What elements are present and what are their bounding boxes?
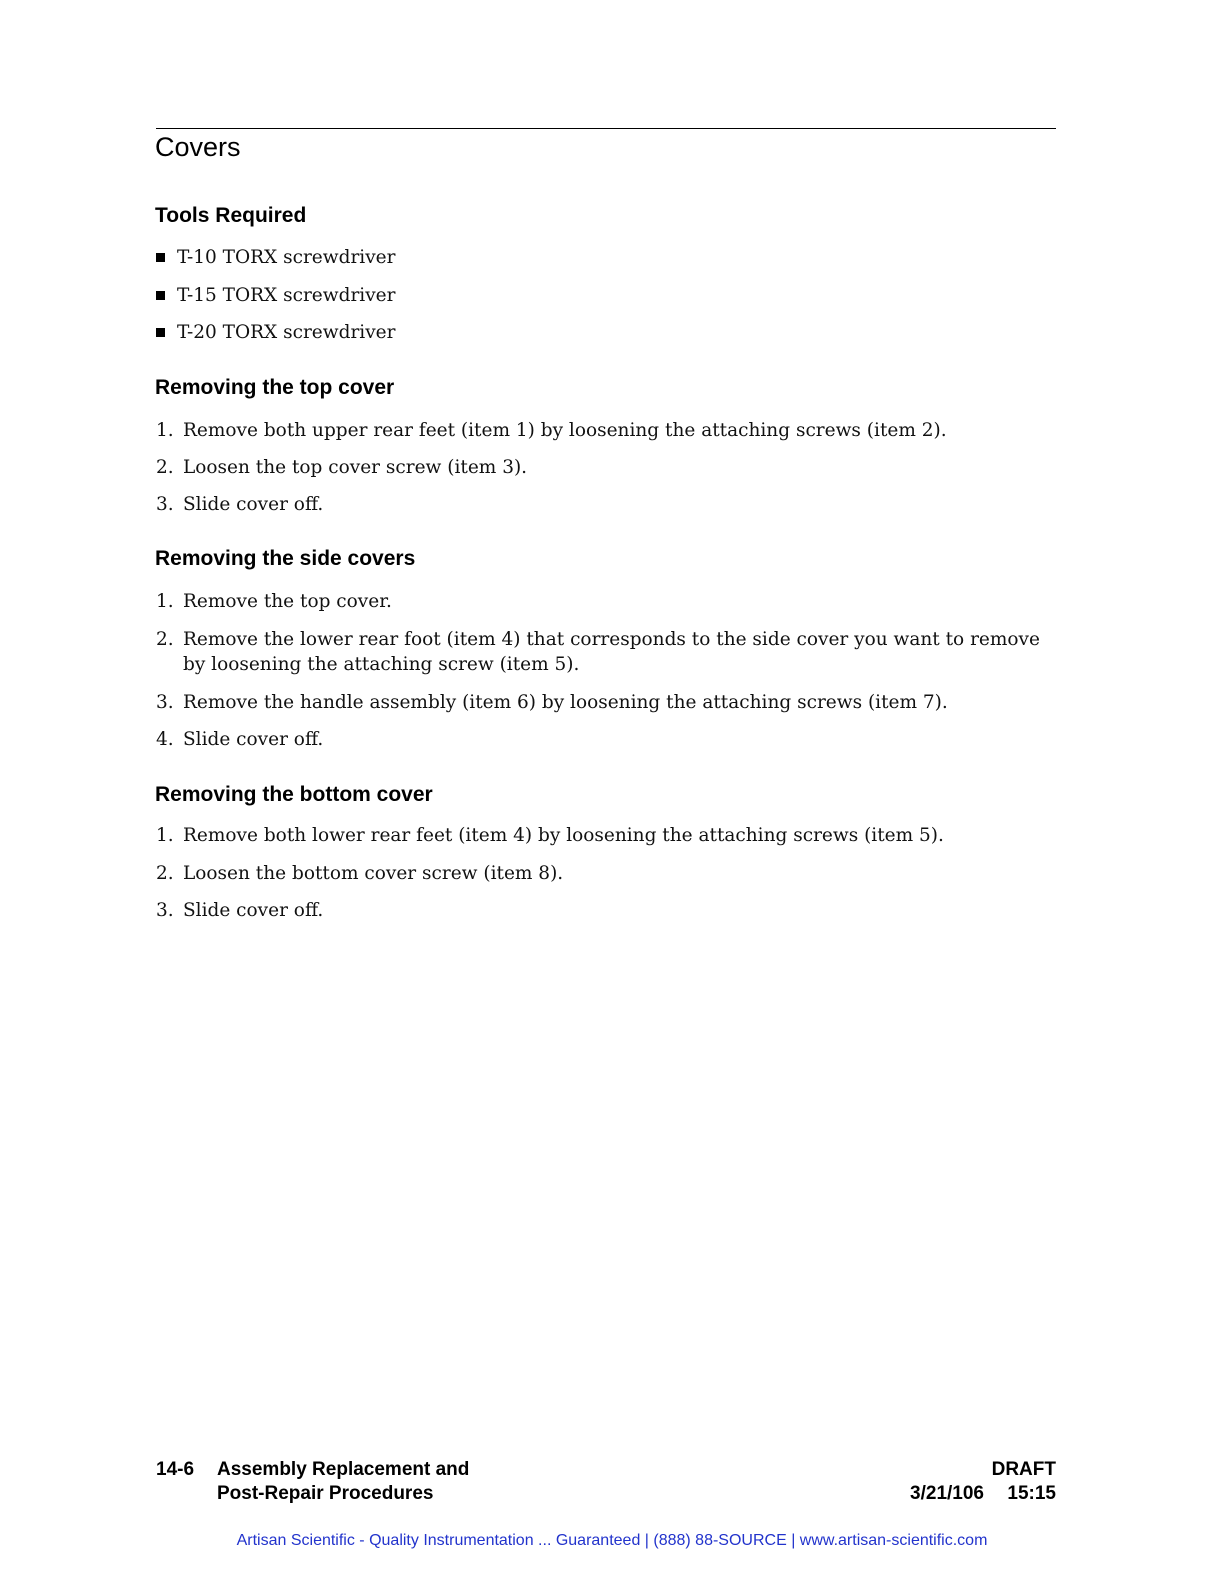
list-item: T-10 TORX screwdriver — [156, 245, 395, 271]
list-item: T-15 TORX screwdriver — [156, 283, 395, 309]
section-heading-side-covers: Removing the side covers — [155, 547, 416, 570]
footer-date: 3/21/106 — [910, 1483, 984, 1504]
list-item: 1. Remove both lower rear feet (item 4) by loosening the attaching screws (item 5). — [156, 825, 944, 846]
list-item: T-20 TORX screwdriver — [156, 320, 395, 346]
page-title: Covers — [155, 132, 241, 162]
section-heading-bottom-cover: Removing the bottom cover — [155, 783, 433, 806]
vendor-banner-link[interactable]: Artisan Scientific - Quality Instrumentation ... Guaranteed | (888) 88-SOURCE | www.artisan-scientific.com — [236, 1532, 988, 1549]
bullet-icon — [156, 253, 165, 262]
footer-chapter-line1: Assembly Replacement and — [217, 1459, 470, 1480]
footer-status: DRAFT — [991, 1459, 1056, 1480]
footer-page-number: 14-6 — [156, 1459, 195, 1480]
list-item: 2. Loosen the top cover screw (item 3). — [156, 457, 528, 478]
list-item: 3. Slide cover off. — [156, 494, 324, 515]
footer-time: 15:15 — [1007, 1483, 1056, 1504]
section-heading-tools: Tools Required — [155, 204, 307, 227]
bullet-icon — [156, 328, 165, 337]
list-item-continuation: by loosening the attaching screw (item 5). — [183, 654, 580, 675]
list-item: 2. Loosen the bottom cover screw (item 8). — [156, 863, 564, 884]
title-rule — [156, 128, 1056, 129]
list-item: 3. Remove the handle assembly (item 6) by loosening the attaching screws (item 7). — [156, 692, 948, 713]
bullet-icon — [156, 291, 165, 300]
list-item: 1. Remove both upper rear feet (item 1) by loosening the attaching screws (item 2). — [156, 420, 947, 441]
footer-chapter-line2: Post-Repair Procedures — [217, 1483, 434, 1504]
list-item: 1. Remove the top cover. — [156, 591, 392, 612]
list-item: 3. Slide cover off. — [156, 900, 324, 921]
list-item: 2. Remove the lower rear foot (item 4) that corresponds to the side cover you want to remove — [156, 629, 1040, 650]
list-item: 4. Slide cover off. — [156, 729, 324, 750]
section-heading-top-cover: Removing the top cover — [155, 376, 395, 399]
